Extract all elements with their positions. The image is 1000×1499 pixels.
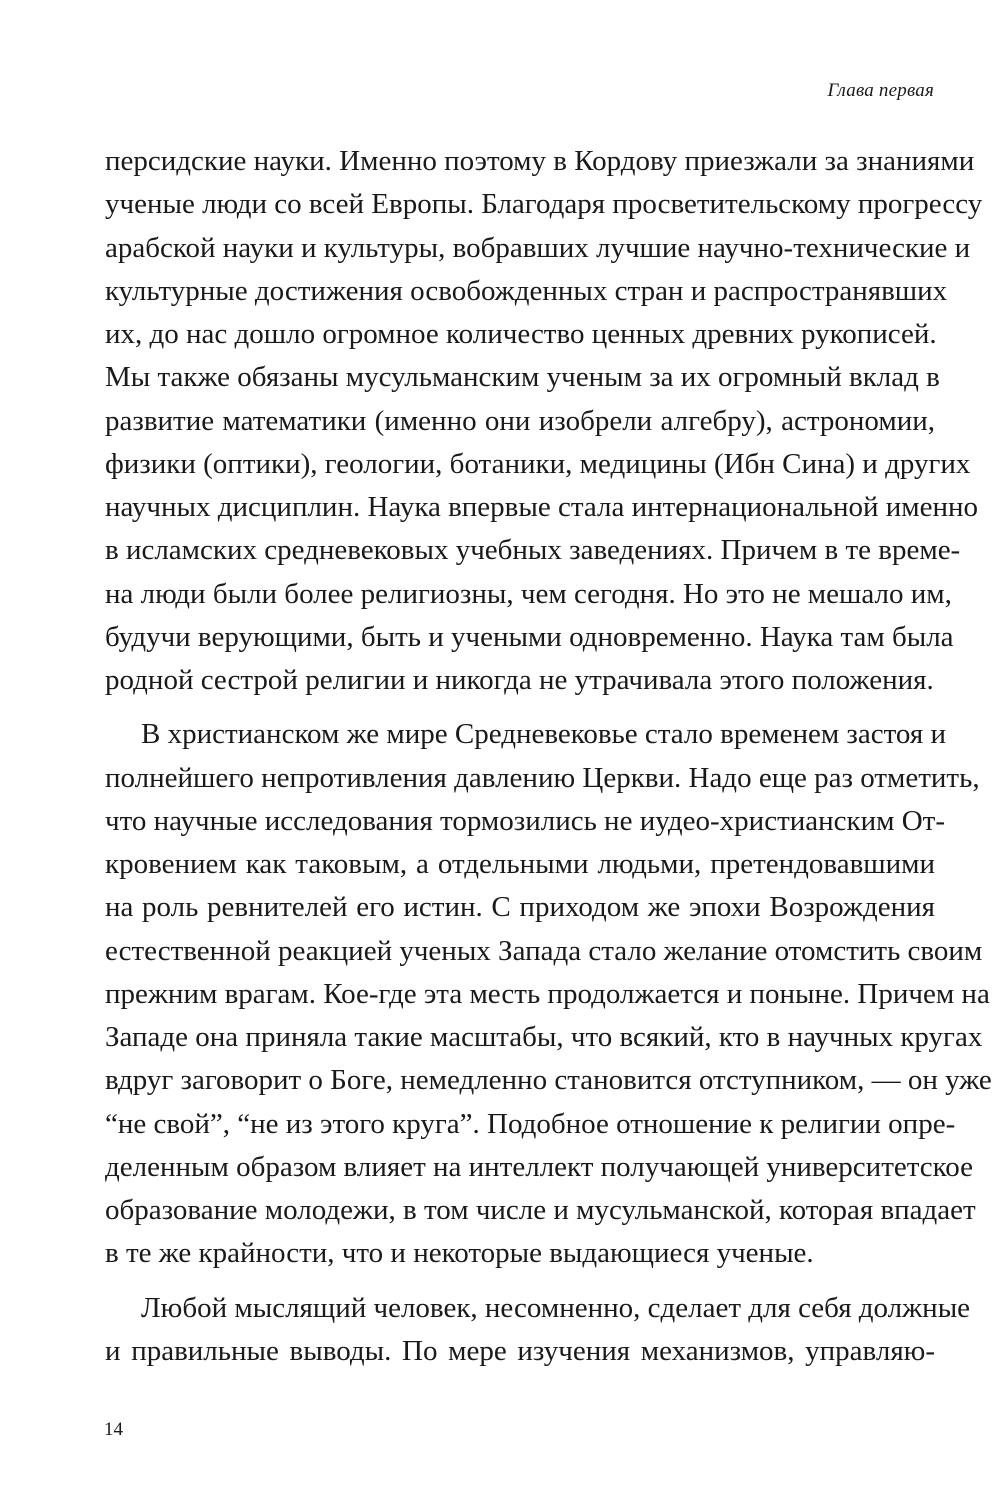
text-line: естественной реакцией ученых Запада стало желание отомстить своим <box>105 934 983 967</box>
text-line: физики (оптики), геологии, ботаники, медицины (Ибн Сина) и других <box>105 447 971 480</box>
text-line: Любой мыслящий человек, несомненно, сделает для себя должные <box>141 1291 971 1324</box>
paragraph-spacing <box>105 1276 935 1287</box>
text-line: их, до нас дошло огромное количество ценных древних рукописей. <box>105 318 937 350</box>
text-line: арабской науки и культуры, вобравших лучшие научно-технические и <box>105 231 971 264</box>
text-line: вдруг заговорит о Боге, немедленно становится отступником, — он уже <box>105 1064 992 1097</box>
text-line: на люди были более религиозны, чем сегодня. Но это не мешало им, <box>105 577 952 610</box>
text-line: “не свой”, “не из этого круга”. Подобное отношение к религии опре- <box>105 1107 956 1140</box>
text-line: на роль ревнителей его истин. С приходом же эпохи Возрождения <box>105 891 935 924</box>
text-line: кровением как таковым, а отдельными людьми, претендовавшими <box>105 848 935 880</box>
text-line: развитие математики (именно они изобрели алгебру), астрономии, <box>105 404 935 437</box>
text-line: в те же крайности, что и некоторые выдающиеся ученые. <box>105 1237 814 1270</box>
page-number: 14 <box>104 1419 123 1440</box>
paragraph-spacing <box>105 702 935 713</box>
paragraph-3 <box>105 1287 971 1374</box>
text-line: прежним врагам. Кое-где эта месть продолжается и поныне. Причем на <box>105 977 990 1010</box>
text-line: Западе она приняла такие масштабы, что всякий, кто в научных кругах <box>105 1021 983 1053</box>
text-line: ученые люди со всей Европы. Благодаря просветительскому прогрессу <box>105 188 983 221</box>
text-line: В христианском же мире Средневековье стало временем застоя и <box>141 718 946 751</box>
text-line: будучи верующими, быть и учеными одновременно. Наука там была <box>105 620 954 653</box>
text-line: полнейшего непротивления давлению Церкви. Надо еще раз отметить, <box>105 761 980 794</box>
text-line: и правильные выводы. По мере изучения механизмов, управляю- <box>105 1334 935 1367</box>
paragraph-1 <box>105 140 983 702</box>
running-head-chapter-title: Глава первая <box>827 80 934 101</box>
text-line: родной сестрой религии и никогда не утрачивала этого положения. <box>105 664 934 696</box>
text-line: деленным образом влияет на интеллект получающей университетское <box>105 1150 973 1183</box>
text-line: в исламских средневековых учебных заведениях. Причем в те време- <box>105 534 961 567</box>
text-line: что научные исследования тормозились не иудео-христианским От- <box>105 804 946 837</box>
text-line: культурные достижения освобожденных стран и распространявших <box>105 274 948 307</box>
text-line: научных дисциплин. Наука впервые стала интернациональной именно <box>105 491 979 523</box>
body-text <box>105 140 992 1373</box>
text-line: Мы также обязаны мусульманским ученым за их огромный вклад в <box>105 361 940 394</box>
paragraph-2 <box>105 713 992 1275</box>
text-line: персидские науки. Именно поэтому в Кордову приезжали за знаниями <box>105 145 975 177</box>
text-line: образование молодежи, в том числе и мусульманской, которая впадает <box>105 1194 976 1226</box>
